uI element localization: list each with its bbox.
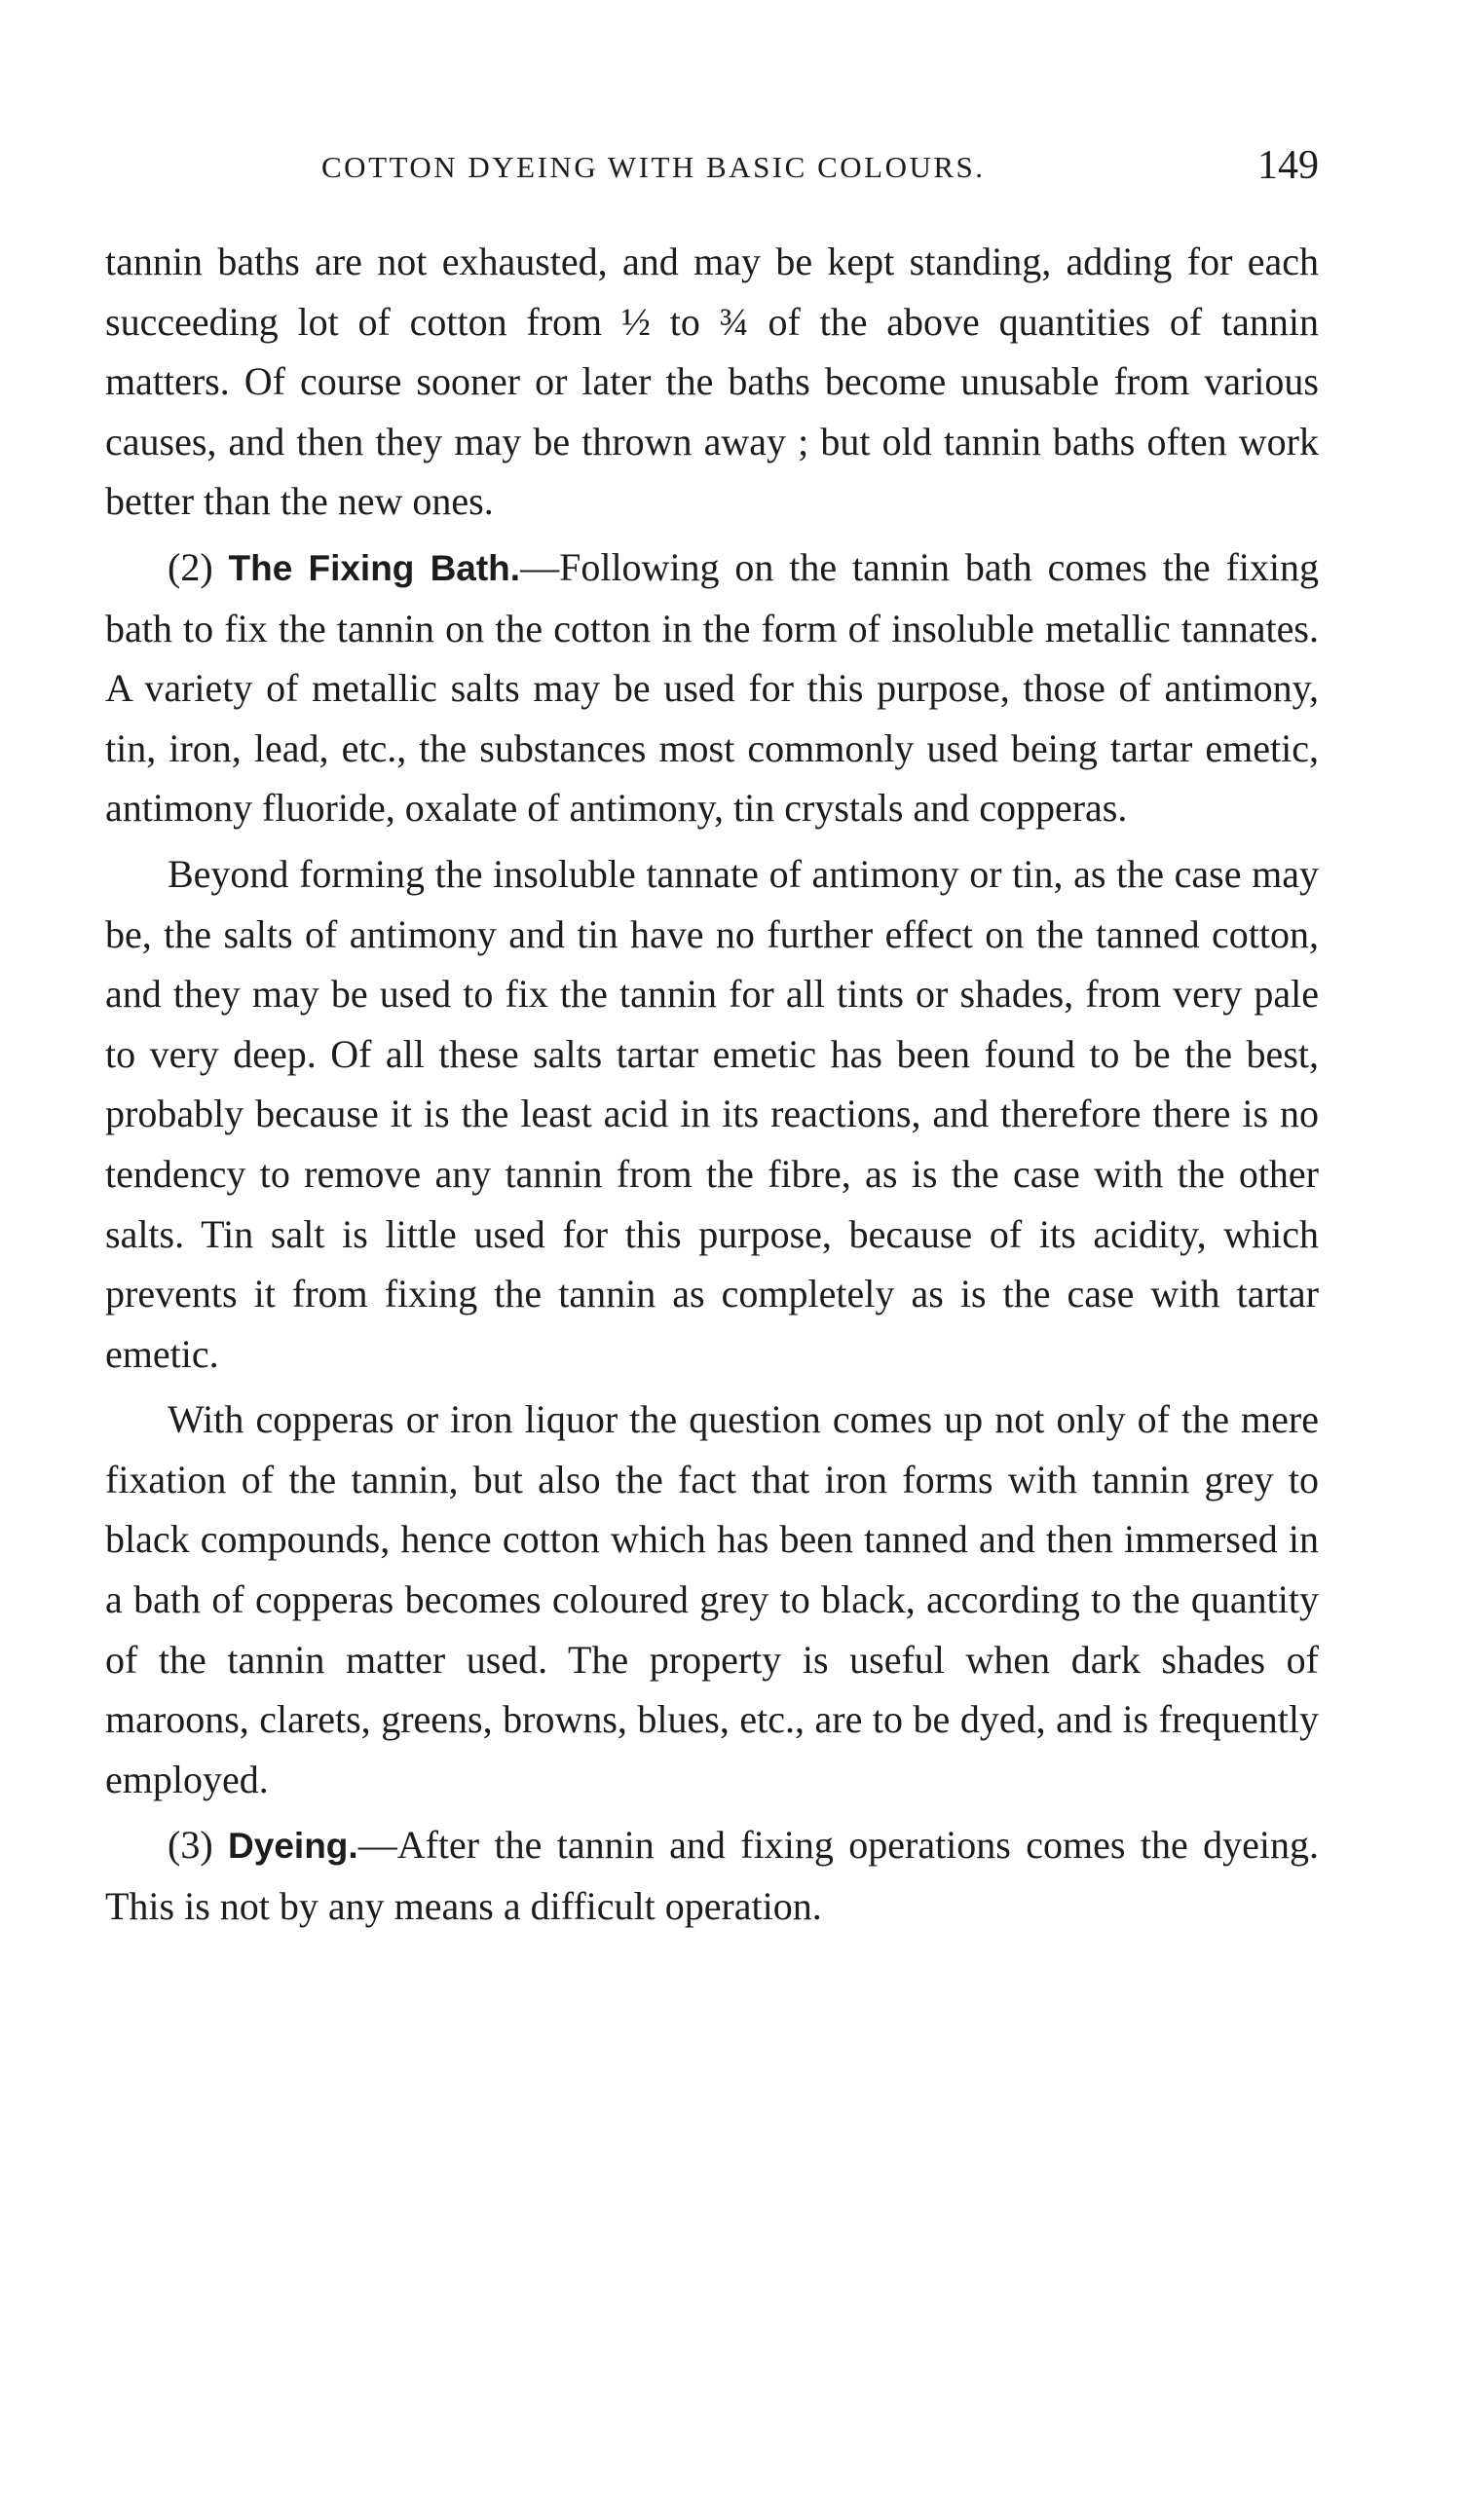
paragraph-copperas [105, 1390, 1319, 1809]
paragraph-text: —After the tannin and fixing operations comes the dyeing. This is not by any means a difficult operation. [105, 1823, 1319, 1929]
running-head [105, 143, 1319, 204]
page-number: 149 [1257, 143, 1319, 188]
section-heading-dyeing: Dyeing. [228, 1826, 358, 1867]
paragraph-dyeing [105, 1815, 1319, 1936]
paragraph-fixing-bath [105, 537, 1319, 838]
section-number: (3) [168, 1823, 213, 1868]
paragraph-text: tannin baths are not exhausted, and may be kept standing, adding for each succeeding lot of cotton from ½ to ¾ of the above quantities of tannin matters. Of course sooner or later the baths become unusable from various causes, and then they may be thrown away ; but old tannin baths often work better than the new ones. [105, 240, 1319, 524]
section-heading-fixing-bath: The Fixing Bath. [228, 547, 521, 588]
body-text [105, 232, 1319, 1937]
paragraph-text: With copperas or iron liquor the question comes up not only of the mere fixation of the tannin, but also the fact that iron forms with tannin grey to black compounds, hence cotton which has been tanned and then immersed in a bath of copperas becomes coloured grey to black, according to the quantity of the tannin matter used. The property is useful when dark shades of maroons, clarets, greens, browns, blues, etc., are to be dyed, and is frequently employed. [105, 1397, 1319, 1801]
paragraph-text: —Following on the tannin bath comes the fixing bath to fix the tannin on the cotton in the form of insoluble metallic tannates. A variety of metallic salts may be used for this purpose, those of antimony, tin, iron, lead, etc., the substances most commonly used being tartar emetic, antimony fluoride, oxalate of antimony, tin crystals and copperas. [105, 544, 1320, 831]
section-number: (2) [168, 544, 213, 589]
running-title: COTTON DYEING WITH BASIC COLOURS. [321, 150, 986, 184]
paragraph-continued [105, 232, 1319, 532]
paragraph-antimony-tin [105, 844, 1319, 1384]
paragraph-text: Beyond forming the insoluble tannate of antimony or tin, as the case may be, the salts of antimony and tin have no further effect on the tanned cotton, and they may be used to fix the tannin for all tints or shades, from very pale to very deep. Of all these salts tartar emetic has been found to be the best, probably because it is the least acid in its reactions, and therefore there is no tendency to remove any tannin from the fibre, as is the case with the other salts. Tin salt is little used for this purpose, because of its acidity, which prevents it from fixing the tannin as completely as is the case with tartar emetic. [105, 851, 1319, 1376]
